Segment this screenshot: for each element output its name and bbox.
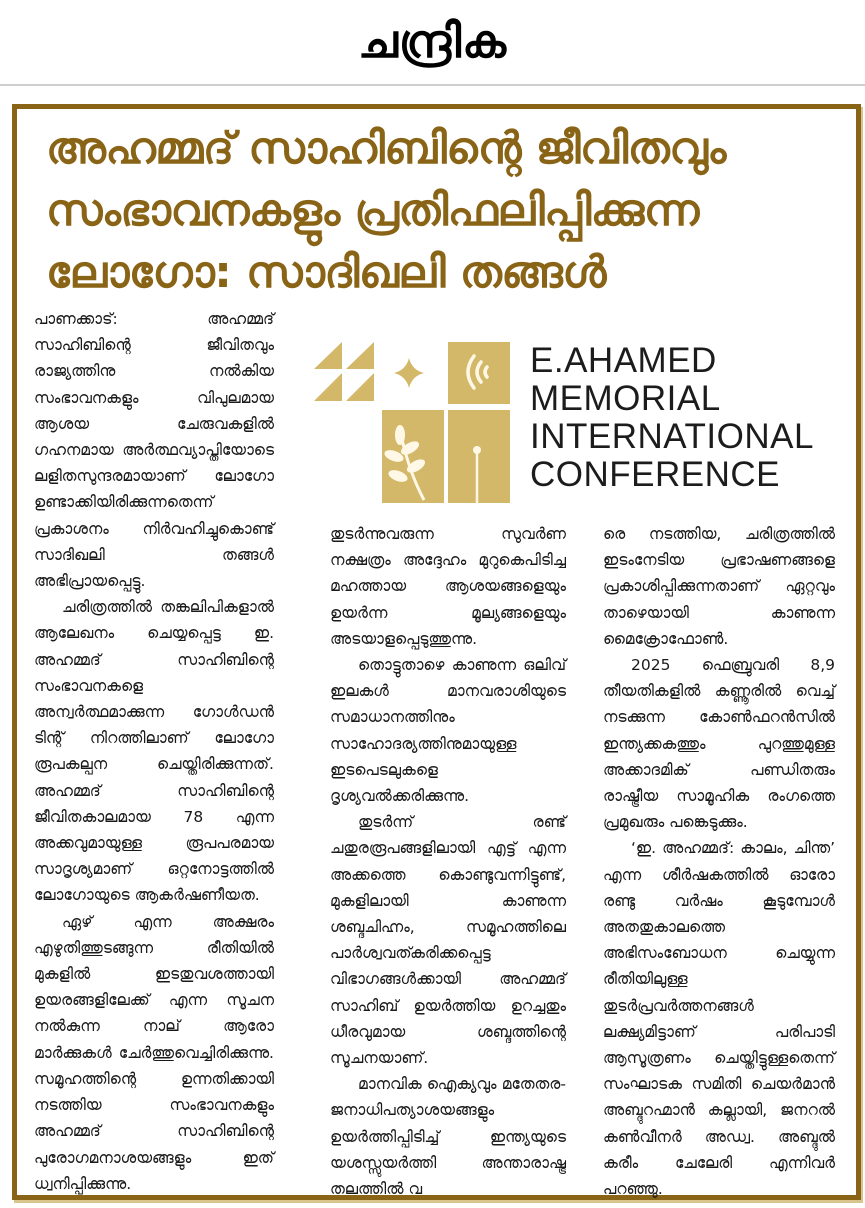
triangles-icon [314,342,374,401]
conference-logo-mark [312,340,512,505]
headline-line: അഹമ്മദ് സാഹിബിന്റെ ജീവിതവും [46,123,726,174]
article-paragraph: ‘ഇ. അഹമ്മദ്: കാലം, ചിന്ത’ എന്ന ശീർഷകത്തിൽ ഓരോ രണ്ടു വർഷം കൂടുമ്പോൾ അതതുകാലത്തെ അഭിസംബോധന ചെയ്യുന്ന രീതിയിലുള്ള തുടർപ്രവർത്തനങ്ങൾ ലക്ഷ്യമിട്ടാണ് പരിപാടി ആസൂത്രണം ചെയ്തിട്ടുള്ളതെന്ന് സംഘാടക സമിതി ചെയർമാൻ അബ്ദുറഹ്മാൻ കല്ലായി, ജനറൽ കൺവീനർ അഡ്വ. അബ്ദുൽ കരീം ചേലേരി എന്നിവർ പറഞ്ഞു. [603,839,835,1199]
logo-text-line: CONFERENCE [530,455,781,494]
headline-line: സംഭാവനകളും പ്രതിഫലിപ്പിക്കുന്ന [46,185,699,236]
article-paragraph: ഏഴ് എന്ന അക്ഷരം എഴുതിത്തുടങ്ങുന്ന രീതിയിൽ മുകളിൽ ഇടതുവശത്തായി ഉയരങ്ങളിലേക്ക് എന്ന സൂചന നൽകുന്ന നാല് ആരോ മാർക്കുകൾ ചേർത്തുവെച്ചിരിക്കുന്നു. സമൂഹത്തിന്റെ ഉന്നതിക്കായി നടത്തിയ സംഭാവനകളും അഹമ്മദ് സാഹിബിന്റെ പുരോഗമനാശയങ്ങളും ഇത് ധ്വനിപ്പിക്കുന്നു. [34,912,274,1193]
article-paragraph: ചരിത്രത്തിൽ തങ്കലിപികളാൽ ആലേഖനം ചെയ്യപ്പെട്ട ഇ. അഹമ്മദ് സാഹിബിന്റെ സംഭാവനകളെ അന്വർത്ഥമാക്കുന്ന ഗോൾഡൻ ടിന്റ് നിറത്തിലാണ് ലോഗോ രൂപകല്പന ചെയ്തിരിക്കുന്നത്. അഹമ്മദ് സാഹിബിന്റെ ജീവിതകാലമായ 78 എന്ന അക്കവുമായുള്ള രൂപപരമായ സാദൃശ്യമാണ് ഒറ്റനോട്ടത്തിൽ ലോഗോയുടെ ആകർഷണീയത. [34,598,274,905]
headline-line: ലോഗോ: സാദിഖലി തങ്ങൾ [46,247,606,298]
article-paragraph: മാനവിക ഐക്യവും മതേതര-ജനാധിപത്യാശയങ്ങളും ഉയർത്തിപ്പിടിച്ച് ഇന്ത്യയുടെ യശസ്സുയർത്തി അന്താരാഷ്ട്ര തലത്തിൽ വ [330,1075,566,1199]
article-paragraph: തുടർന്നുവരുന്ന സുവർണ നക്ഷത്രം അദ്ദേഹം മുറുകെപിടിച്ച മഹത്തായ ആശയങ്ങളെയും ഉയർന്ന മൂല്യങ്ങളെയും അടയാളപ്പെടുത്തുന്നു. [330,525,566,648]
article-column-3 [603,521,835,1202]
signal-waves-icon [448,342,510,404]
microphone-pin-icon [448,410,510,503]
four-point-star-icon [394,358,424,388]
newspaper-title: ചന്ദ്രിക [358,14,507,68]
logo-text-line: INTERNATIONAL [530,417,814,456]
article-paragraph: തുടർന്ന് രണ്ട് ചതുരരൂപങ്ങളിലായി എട്ട് എന്ന അക്കത്തെ കൊണ്ടുവന്നിട്ടുണ്ട്, മുകളിലായി കാണുന്ന ശബ്ദചിഹ്നം, സമൂഹത്തിലെ പാർശ്വവത്കരിക്കപ്പെട്ട വിഭാഗങ്ങൾക്കായി അഹമ്മദ് സാഹിബ് ഉയർത്തിയ ഉറച്ചതും ധീരവുമായ ശബ്ദത്തിന്റെ സൂചനയാണ്. [330,813,566,1068]
conference-logo [312,340,852,505]
article-column-1 [34,306,274,1197]
article-paragraph: രെ നടത്തിയ, ചരിത്രത്തിൽ ഇടംനേടിയ പ്രഭാഷണങ്ങളെ പ്രകാശിപ്പിക്കുന്നതാണ് ഏറ്റവും താഴെയായി കാണുന്ന മൈക്രോഫോൺ. [603,525,835,648]
article-paragraph: തൊട്ടുതാഴെ കാണുന്ന ഒലിവ് ഇലകൾ മാനവരാശിയുടെ സമാധാനത്തിനും സാഹോദര്യത്തിനുമായുള്ള ഇടപെടലുകളെ ദൃശ്യവൽക്കരിക്കുന്നു. [330,656,566,806]
article-headline [46,118,846,304]
article-column-2 [330,521,566,1202]
wheat-leaf-icon [382,410,444,503]
article-paragraph: 2025 ഫെബ്രുവരി 8,9 തീയതികളിൽ കണ്ണൂരിൽ വെച്ച് നടക്കുന്ന കോൺഫറൻസിൽ ഇന്ത്യക്കകത്തും പുറത്തുമുള്ള അക്കാദമിക് പണ്ഡിതരും രാഷ്ട്രീയ സാമൂഹിക രംഗത്തെ പ്രമുഖരും പങ്കെടുക്കും. [603,656,835,832]
article-paragraph: പാണക്കാട്: അഹമ്മദ് സാഹിബിന്റെ ജീവിതവും രാജ്യത്തിനു നൽകിയ സംഭാവനകളും വിപുലമായ ആശയ ചേരുവകളിൽ ഗഹനമായ അർത്ഥവ്യാപ്തിയോടെ ലളിതസുന്ദരമായാണ് ലോഗോ ഉണ്ടാക്കിയിരിക്കുന്നതെന്ന് പ്രകാശനം നിർവഹിച്ചുകൊണ്ട് സാദിഖലി തങ്ങൾ അഭിപ്രായപ്പെട്ടു. [34,310,274,591]
newspaper-masthead [0,0,865,86]
logo-text-line: MEMORIAL [530,379,721,418]
conference-logo-text [530,342,814,494]
logo-text-line: E.AHAMED [530,341,717,380]
